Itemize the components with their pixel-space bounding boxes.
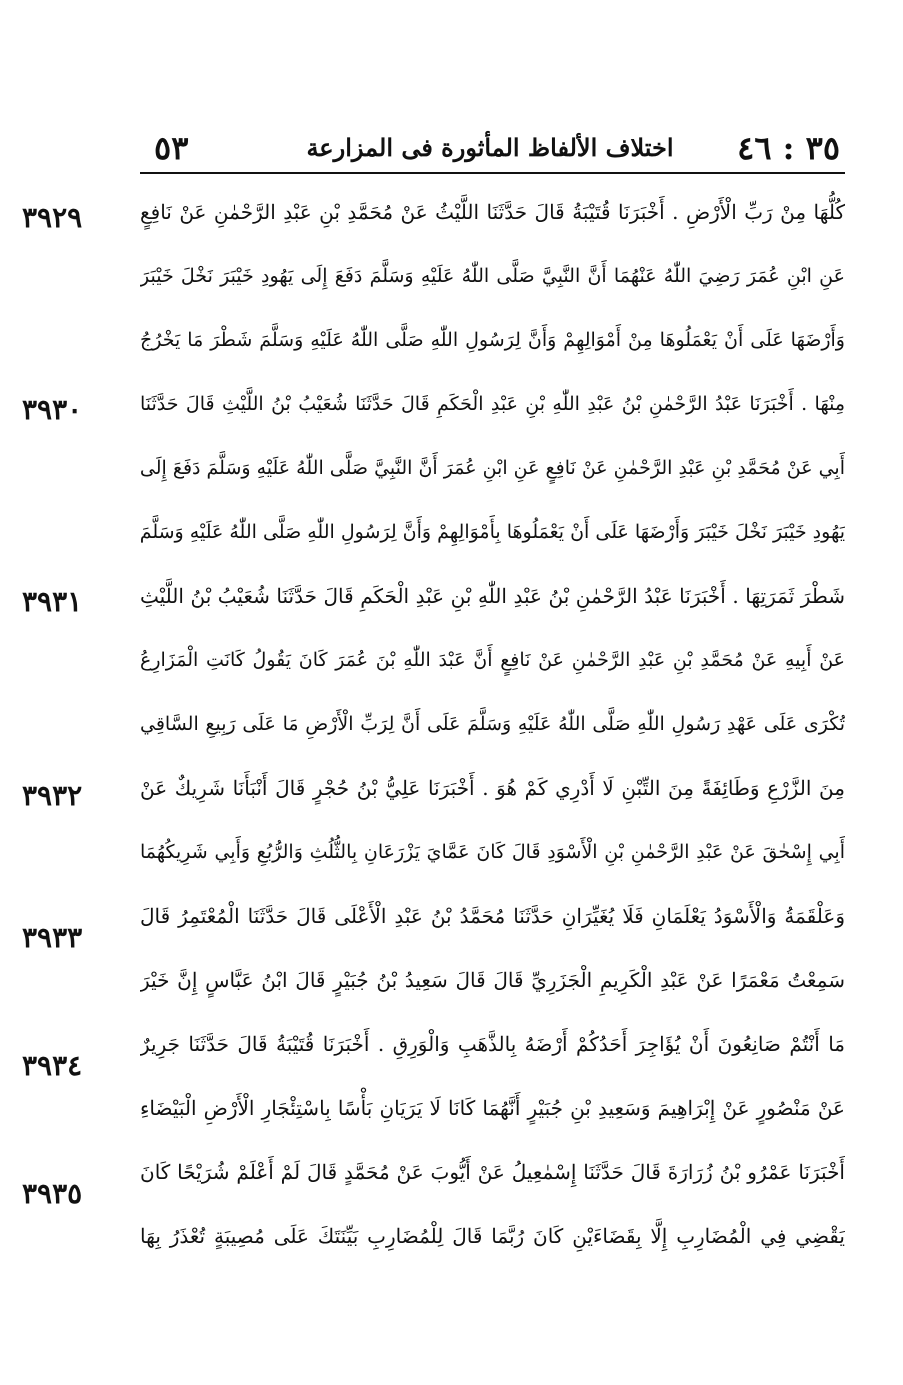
text-line: سَمِعْتُ مَعْمَرًا عَنْ عَبْدِ الْكَرِيمِ الْجَزَرِيِّ قَالَ قَالَ سَعِيدُ بْنُ جُبَيْرٍ قَالَ ابْنُ عَبَّاسٍ إِنَّ خَيْرَ: [140, 968, 845, 992]
hadith-number: ٣٩٢٩: [22, 201, 83, 234]
text-line: يَقْضِي فِي الْمُضَارِبِ إِلَّا بِقَضَاءَيْنِ كَانَ رُبَّمَا قَالَ لِلْمُضَارِبِ بَيِّنَتَكَ عَلَى مُصِيبَةٍ تُعْذَرُ بِهَا: [140, 1224, 845, 1248]
chapter-reference: ٣٥ : ٤٦: [737, 129, 840, 167]
text-line: يَهُودِ خَيْبَرَ نَخْلَ خَيْبَرَ وَأَرْضَهَا عَلَى أَنْ يَعْمَلُوهَا بِأَمْوَالِهِمْ وَأَنَّ لِرَسُولِ اللّٰهِ صَلَّى اللّٰهُ عَلَيْهِ وَسَلَّمَ: [140, 521, 845, 543]
text-line: مِنَ الزَّرْعِ وَطَائِفَةً مِنَ التِّبْنِ لَا أَدْرِي كَمْ هُوَ . أَخْبَرَنَا عَلِيُّ بْنُ حُجْرٍ قَالَ أَنْبَأَنَا شَرِيكٌ عَنْ: [140, 776, 845, 800]
running-title: اختلاف الألفاظ المأثورة فى المزارعة: [306, 133, 674, 162]
text-line: أَبِي عَنْ مُحَمَّدِ بْنِ عَبْدِ الرَّحْمٰنِ عَنْ نَافِعٍ عَنِ ابْنِ عُمَرَ أَنَّ النَّبِيَّ صَلَّى اللّٰهُ عَلَيْهِ وَسَلَّمَ دَفَعَ إِلَى: [140, 457, 845, 479]
text-line: عَنْ أَبِيهِ عَنْ مُحَمَّدِ بْنِ عَبْدِ الرَّحْمٰنِ عَنْ نَافِعٍ أَنَّ عَبْدَ اللّٰهِ بْنَ عُمَرَ كَانَ يَقُولُ كَانَتِ الْمَزَارِعُ: [140, 649, 845, 671]
text-line: وَعَلْقَمَةُ وَالْأَسْوَدُ يَعْلَمَانِ فَلَا يُغَيِّرَانِ حَدَّثَنَا مُحَمَّدُ بْنُ عَبْدِ الْأَعْلَى قَالَ حَدَّثَنَا الْمُعْتَمِرُ قَالَ: [140, 904, 845, 928]
hadith-number: ٣٩٣١: [22, 585, 83, 618]
text-line: شَطْرَ ثَمَرَتِهَا . أَخْبَرَنَا عَبْدُ الرَّحْمٰنِ بْنُ عَبْدِ اللّٰهِ بْنِ عَبْدِ الْحَكَمِ قَالَ حَدَّثَنَا شُعَيْبُ بْنُ اللَّيْثِ: [140, 584, 845, 608]
hadith-number: ٣٩٣٥: [22, 1177, 83, 1210]
text-line: عَنِ ابْنِ عُمَرَ رَضِيَ اللّٰهُ عَنْهُمَا أَنَّ النَّبِيَّ صَلَّى اللّٰهُ عَلَيْهِ وَسَلَّمَ دَفَعَ إِلَى يَهُودِ خَيْبَرَ نَخْلَ خَيْبَرَ: [140, 265, 845, 287]
header-rule: [140, 172, 845, 174]
text-line: عَنْ مَنْصُورٍ عَنْ إِبْرَاهِيمَ وَسَعِيدِ بْنِ جُبَيْرٍ أَنَّهُمَا كَانَا لَا يَرَيَانِ بَأْسًا بِاسْتِئْجَارِ الْأَرْضِ الْبَيْضَاءِ: [140, 1096, 845, 1120]
text-line: أَبِي إِسْحٰقَ عَنْ عَبْدِ الرَّحْمٰنِ بْنِ الْأَسْوَدِ قَالَ كَانَ عَمَّايَ يَزْرَعَانِ بِالثُّلُثِ وَالرُّبُعِ وَأَبِي شَرِيكُهُمَا: [140, 841, 845, 863]
hadith-number: ٣٩٣٣: [22, 921, 83, 954]
hadith-number: ٣٩٣٤: [22, 1049, 83, 1082]
text-line: مِنْهَا . أَخْبَرَنَا عَبْدُ الرَّحْمٰنِ بْنُ عَبْدِ اللّٰهِ بْنِ عَبْدِ الْحَكَمِ قَالَ حَدَّثَنَا شُعَيْبُ بْنُ اللَّيْثِ قَالَ حَدَّثَنَا: [140, 393, 845, 415]
text-line: مَا أَنْتُمْ صَانِعُونَ أَنْ يُؤَاجِرَ أَحَدُكُمْ أَرْضَهُ بِالذَّهَبِ وَالْوَرِقِ . أَخْبَرَنَا قُتَيْبَةُ قَالَ حَدَّثَنَا جَرِيرٌ: [140, 1032, 845, 1056]
hadith-number: ٣٩٣٠: [22, 393, 83, 426]
page-number: ٥٣: [154, 129, 189, 167]
text-line: وَأَرْضَهَا عَلَى أَنْ يَعْمَلُوهَا مِنْ أَمْوَالِهِمْ وَأَنَّ لِرَسُولِ اللّٰهِ صَلَّى اللّٰهُ عَلَيْهِ وَسَلَّمَ شَطْرَ مَا يَخْرُجُ: [140, 329, 845, 351]
running-header: [140, 128, 840, 174]
text-line: أَخْبَرَنَا عَمْرُو بْنُ زُرَارَةَ قَالَ حَدَّثَنَا إِسْمٰعِيلُ عَنْ أَيُّوبَ عَنْ مُحَمَّدٍ قَالَ لَمْ أَعْلَمْ شُرَيْحًا كَانَ: [140, 1160, 845, 1184]
text-line: تُكْرَى عَلَى عَهْدِ رَسُولِ اللّٰهِ صَلَّى اللّٰهُ عَلَيْهِ وَسَلَّمَ عَلَى أَنَّ لِرَبِّ الْأَرْضِ مَا عَلَى رَبِيعِ السَّاقِي: [140, 713, 845, 735]
hadith-number: ٣٩٣٢: [22, 779, 83, 812]
text-line: كُلُّهَا مِنْ رَبِّ الْأَرْضِ . أَخْبَرَنَا قُتَيْبَةُ قَالَ حَدَّثَنَا اللَّيْثُ عَنْ مُحَمَّدِ بْنِ عَبْدِ الرَّحْمٰنِ عَنْ نَافِعٍ: [140, 200, 845, 224]
